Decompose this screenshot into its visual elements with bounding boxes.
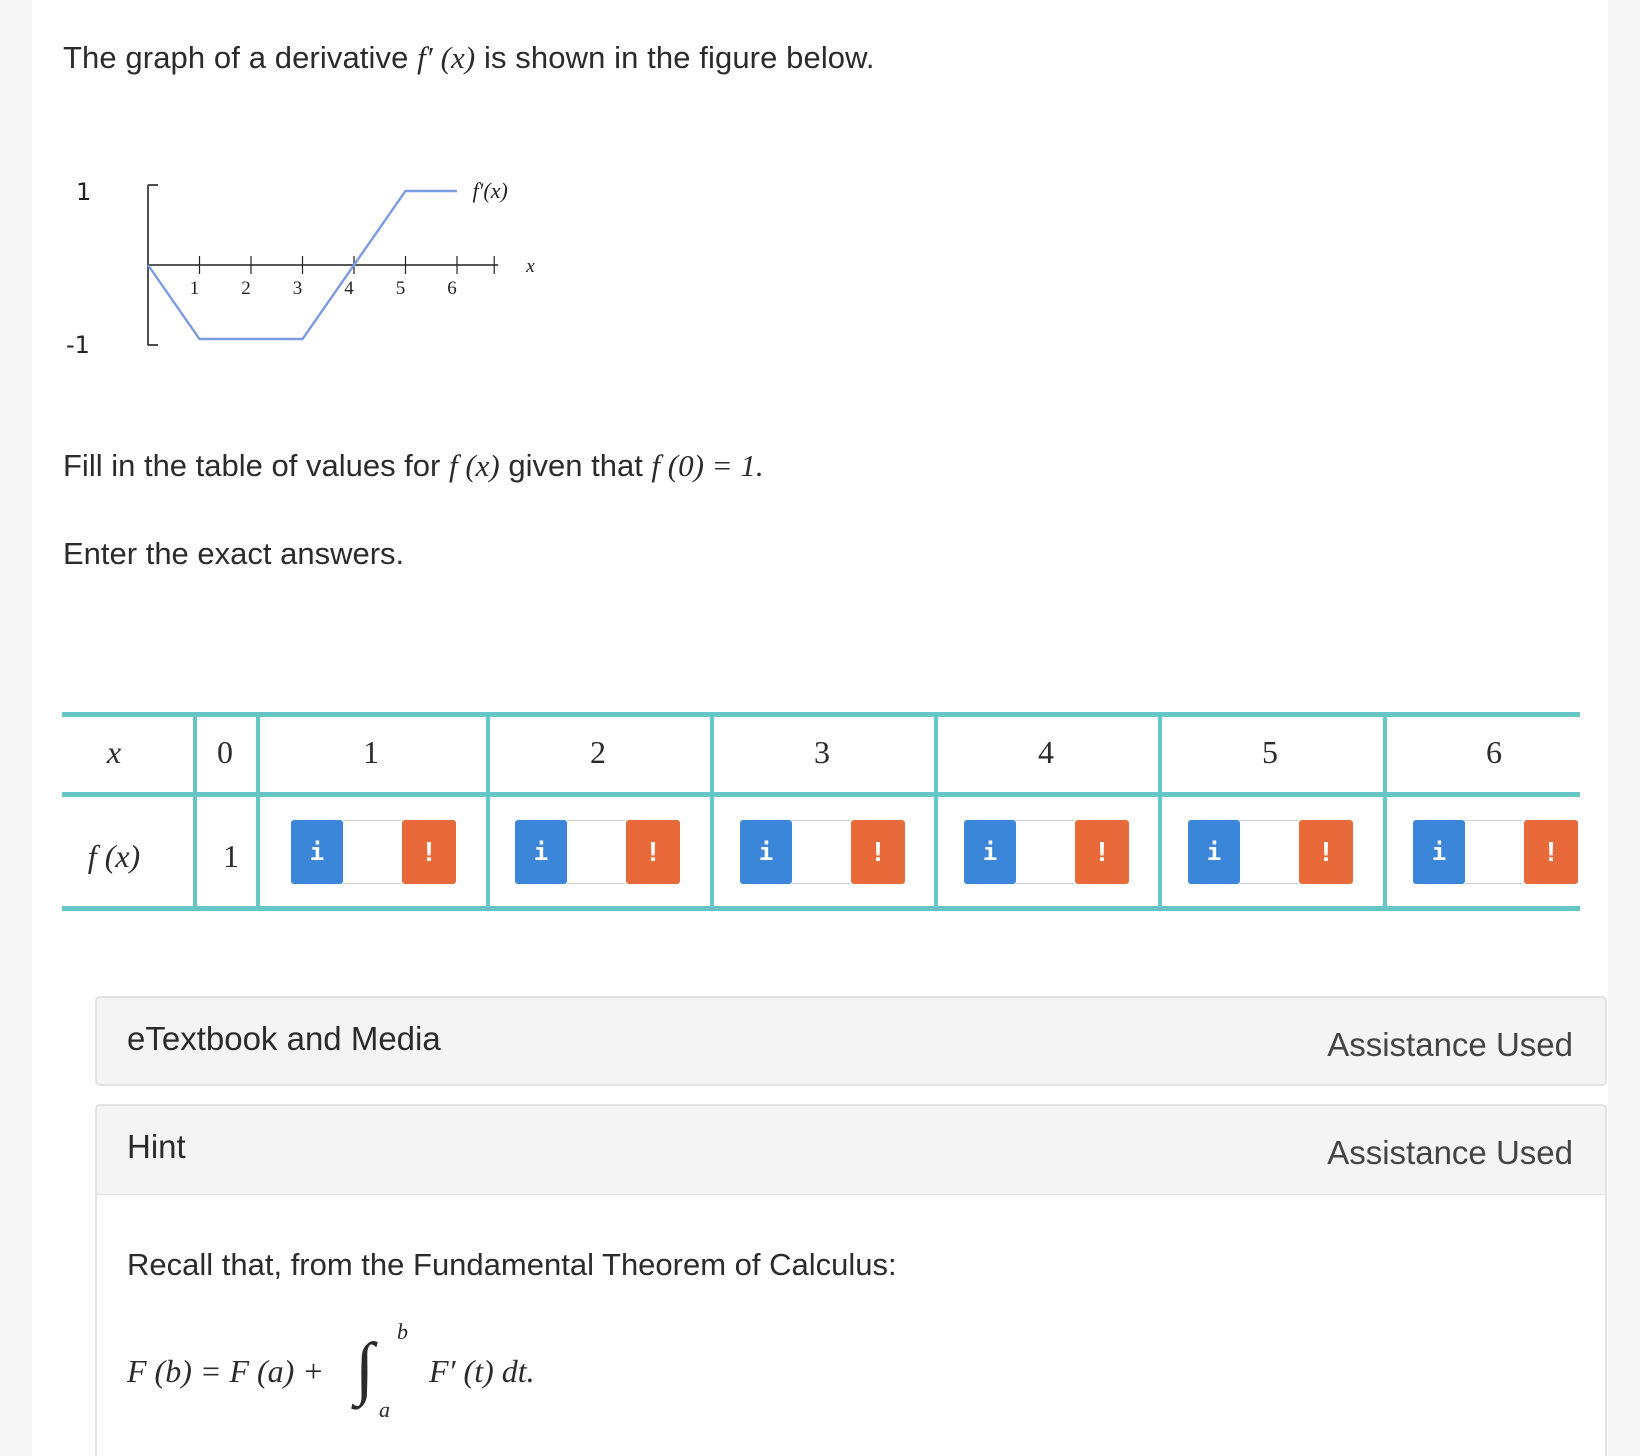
answer-input-f4[interactable] — [1016, 820, 1074, 884]
table-middle-border — [62, 792, 1580, 797]
formula-lhs: F (b) = F (a) + — [127, 1353, 324, 1389]
x-value-cell: 3 — [814, 734, 830, 770]
exact-answer-instruction: Enter the exact answers. — [63, 536, 405, 571]
info-icon[interactable]: i — [1413, 820, 1465, 884]
hint-assistance-status: Assistance Used — [1327, 1134, 1573, 1171]
hint-title[interactable]: Hint — [127, 1128, 186, 1165]
series-label: f′(x) — [472, 178, 508, 203]
intro-text-prefix: The graph of a derivative — [63, 40, 418, 75]
answer-input-f2[interactable] — [567, 820, 625, 884]
warning-icon[interactable]: ! — [1524, 820, 1578, 884]
row-label-fx: f (x) — [87, 838, 141, 874]
warning-icon[interactable]: ! — [626, 820, 680, 884]
table-top-border — [62, 712, 1580, 717]
warning-icon[interactable]: ! — [402, 820, 456, 884]
y-tick-label: 1 — [76, 178, 92, 206]
question-intro — [63, 40, 875, 76]
x-tick-label: 6 — [447, 278, 457, 299]
answer-group-x5 — [1188, 820, 1354, 884]
x-axis-label: x — [526, 256, 535, 277]
f-value-at-0: 1 — [223, 838, 239, 874]
x-value-cell: 4 — [1038, 734, 1054, 770]
etextbook-panel[interactable] — [95, 996, 1607, 1086]
info-icon[interactable]: i — [740, 820, 792, 884]
x-value-cell: 6 — [1486, 734, 1502, 770]
fill-text-prefix: Fill in the table of values for — [63, 448, 449, 483]
row-label-x: x — [106, 734, 122, 770]
formula-rhs: F′ (t) dt. — [429, 1353, 535, 1389]
y-tick-label: -1 — [66, 331, 90, 359]
fill-instruction — [63, 448, 764, 484]
derivative-graph — [64, 170, 564, 380]
x-tick-label: 5 — [395, 278, 406, 299]
x-value-cell: 5 — [1262, 734, 1278, 770]
answer-input-f5[interactable] — [1240, 820, 1298, 884]
answer-input-f3[interactable] — [792, 820, 850, 884]
intro-math: f′ (x) — [417, 40, 476, 75]
x-value-cell: 2 — [590, 734, 606, 770]
table-column-border — [256, 712, 260, 910]
x-tick-label: 1 — [189, 278, 200, 299]
answer-group-x1 — [291, 820, 457, 884]
answer-input-f1[interactable] — [343, 820, 401, 884]
x-tick-label: 2 — [241, 278, 251, 299]
ftc-formula — [127, 1315, 727, 1425]
info-icon[interactable]: i — [291, 820, 343, 884]
answer-group-x3 — [740, 820, 906, 884]
answer-group-x4 — [964, 820, 1130, 884]
warning-icon[interactable]: ! — [1075, 820, 1129, 884]
warning-icon[interactable]: ! — [1299, 820, 1353, 884]
x-value-cell: 1 — [363, 734, 379, 770]
table-column-border — [486, 712, 490, 910]
table-column-border — [934, 712, 938, 910]
hint-panel-body — [95, 1195, 1607, 1456]
etextbook-assistance-status: Assistance Used — [1327, 1026, 1573, 1063]
x-value-cell: 0 — [217, 734, 233, 770]
answer-group-x2 — [515, 820, 681, 884]
answer-group-x6 — [1413, 820, 1579, 884]
answer-input-f6[interactable] — [1465, 820, 1523, 884]
etextbook-title[interactable]: eTextbook and Media — [127, 1020, 441, 1057]
integral-sign-icon: ∫ — [355, 1330, 375, 1407]
intro-text-suffix: is shown in the figure below. — [475, 40, 875, 75]
hint-panel-header[interactable] — [95, 1104, 1607, 1196]
warning-icon[interactable]: ! — [851, 820, 905, 884]
values-table — [62, 712, 1580, 912]
x-tick-label: 4 — [344, 278, 354, 299]
info-icon[interactable]: i — [964, 820, 1016, 884]
table-column-border — [710, 712, 714, 910]
hint-text: Recall that, from the Fundamental Theorem of Calculus: — [127, 1247, 897, 1282]
fill-math-fx: f (x) — [448, 448, 500, 483]
table-column-border — [1158, 712, 1162, 910]
info-icon[interactable]: i — [515, 820, 567, 884]
formula-upper-limit: b — [397, 1319, 408, 1344]
question-page — [32, 0, 1608, 1456]
fill-text-middle: given that — [499, 448, 652, 483]
table-column-border — [1383, 712, 1387, 910]
x-tick-label: 3 — [292, 278, 303, 299]
formula-lower-limit: a — [379, 1397, 390, 1422]
fill-math-f0: f (0) = 1. — [651, 448, 764, 483]
table-column-border — [193, 712, 197, 910]
info-icon[interactable]: i — [1188, 820, 1240, 884]
table-bottom-border — [62, 906, 1580, 911]
